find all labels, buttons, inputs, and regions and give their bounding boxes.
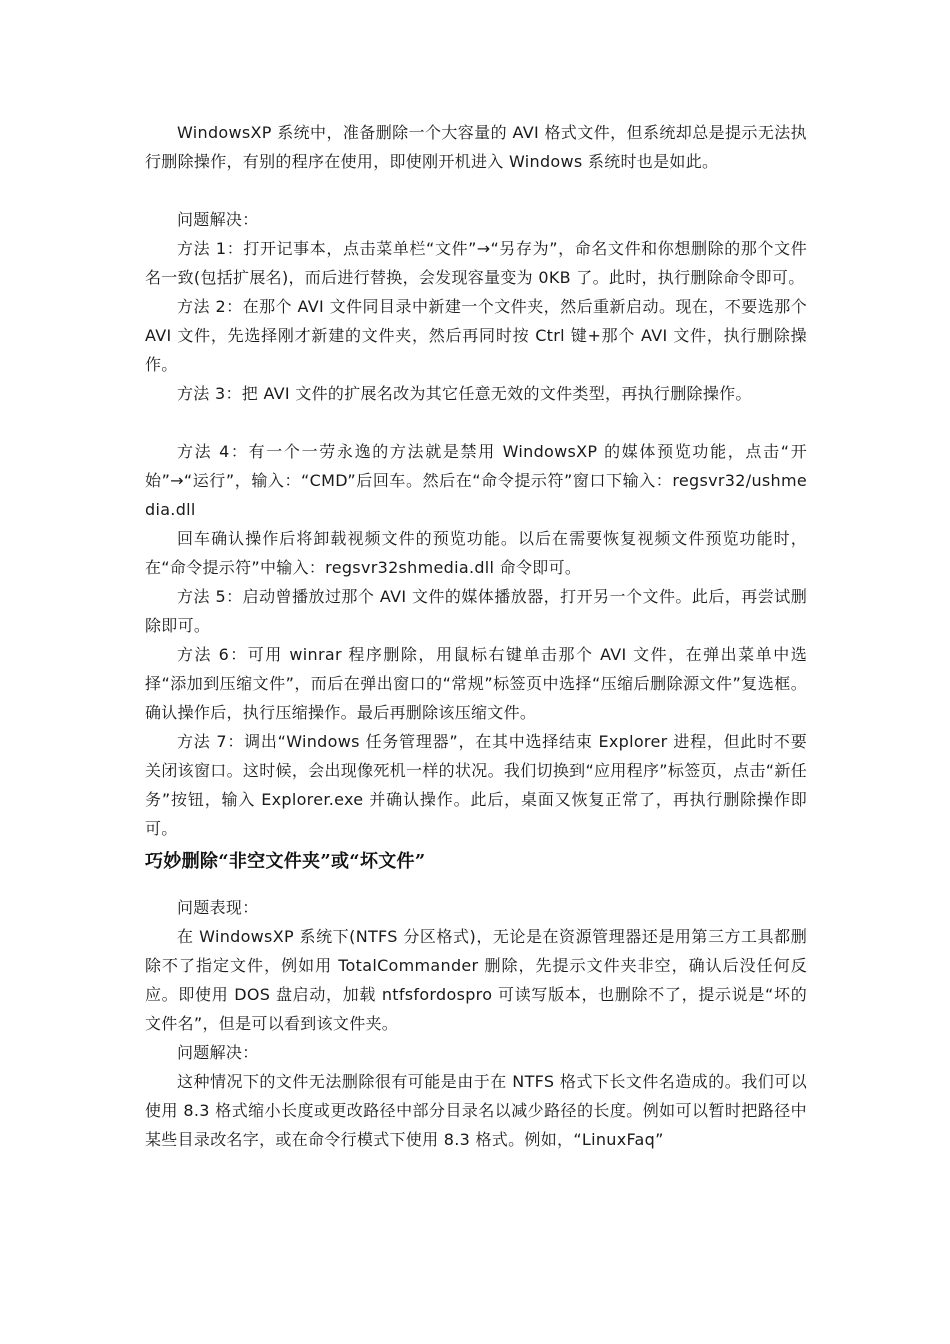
section-heading: 巧妙删除“非空文件夹”或“坏文件” — [145, 851, 426, 872]
method-5-paragraph: 方法 5：启动曾播放过那个 AVI 文件的媒体播放器，打开另一个文件。此后，再尝试删除即可。 — [145, 587, 807, 635]
method-1-paragraph: 方法 1：打开记事本，点击菜单栏“文件”→“另存为”，命名文件和你想删除的那个文件名一致(包括扩展名)，而后进行替换，会发现容量变为 0KB 了。此时，执行删除命令即可。 — [145, 239, 807, 287]
problem-paragraph: 在 WindowsXP 系统下(NTFS 分区格式)，无论是在资源管理器还是用第三方工具都删除不了指定文件，例如用 TotalCommander 删除，先提示文件夹非空，确认后没任何反应。即使用 DOS 盘启动，加载 ntfsfordospro 可读写版本，也删除不了，提示说是“坏的文件名”，但是可以看到该文件夹。 — [145, 927, 807, 1033]
method-4-paragraph: 方法 4：有一个一劳永逸的方法就是禁用 WindowsXP 的媒体预览功能，点击“开始”→“运行”，输入：“CMD”后回车。然后在“命令提示符”窗口下输入：regsvr32/ushmedia.dll — [145, 442, 807, 519]
method-3-paragraph: 方法 3：把 AVI 文件的扩展名改为其它任意无效的文件类型，再执行删除操作。 — [177, 384, 752, 403]
solution-label-2: 问题解决： — [177, 1043, 259, 1062]
intro-paragraph: WindowsXP 系统中，准备删除一个大容量的 AVI 格式文件，但系统却总是提示无法执行删除操作，有别的程序在使用，即使刚开机进入 Windows 系统时也是如此。 — [145, 123, 807, 171]
method-4-continuation: 回车确认操作后将卸载视频文件的预览功能。以后在需要恢复视频文件预览功能时，在“命令提示符”中输入：regsvr32shmedia.dll 命令即可。 — [145, 529, 807, 577]
solution-paragraph: 这种情况下的文件无法删除很有可能是由于在 NTFS 格式下长文件名造成的。我们可以使用 8.3 格式缩小长度或更改路径中部分目录名以减少路径的长度。例如可以暂时把路径中某些目录改名字，或在命令行模式下使用 8.3 格式。例如，“LinuxFaq” — [145, 1072, 807, 1149]
document-page — [145, 118, 807, 1154]
method-6-paragraph: 方法 6：可用 winrar 程序删除，用鼠标右键单击那个 AVI 文件，在弹出菜单中选择“添加到压缩文件”，而后在弹出窗口的“常规”标签页中选择“压缩后删除源文件”复选框。确认操作后，执行压缩操作。最后再删除该压缩文件。 — [145, 645, 807, 722]
spacer — [145, 408, 807, 437]
solution-label: 问题解决： — [177, 210, 259, 229]
method-2-paragraph: 方法 2：在那个 AVI 文件同目录中新建一个文件夹，然后重新启动。现在，不要选那个 AVI 文件，先选择刚才新建的文件夹，然后再同时按 Ctrl 键+那个 AVI 文件，执行删除操作。 — [145, 297, 807, 374]
spacer — [145, 176, 807, 205]
method-7-paragraph: 方法 7：调出“Windows 任务管理器”，在其中选择结束 Explorer 进程，但此时不要关闭该窗口。这时候，会出现像死机一样的状况。我们切换到“应用程序”标签页，点击“新任务”按钮，输入 Explorer.exe 并确认操作。此后，桌面又恢复正常了，再执行删除操作即可。 — [145, 732, 807, 838]
problem-label: 问题表现： — [177, 898, 259, 917]
